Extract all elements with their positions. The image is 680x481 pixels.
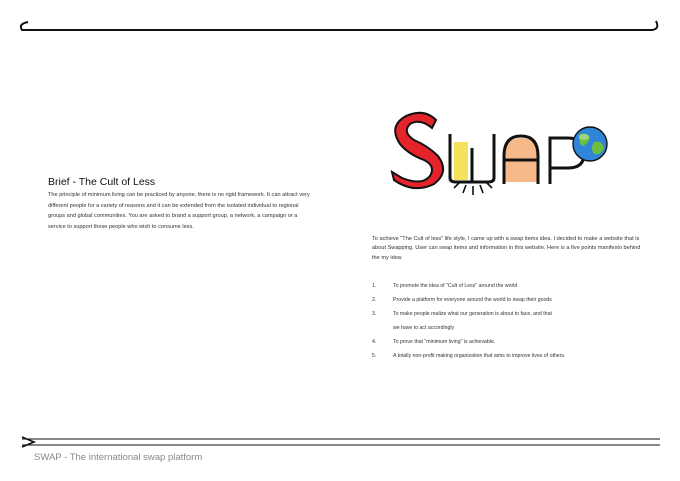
globe-icon [573,127,607,161]
list-number: 1. [372,283,377,289]
logo-letter-w [450,134,494,182]
sun-rays [454,182,492,195]
list-text: To make people realize what our generation is about to face, and that [393,311,552,317]
list-text: To prove that "minimum living" is achievable. [393,339,496,345]
list-text-continuation: we have to act accordingly [393,325,455,331]
list-text: Provide a platform for everyone around the world to swap their goods [393,297,552,303]
brief-title: Brief - The Cult of Less [48,176,156,188]
list-number: 2. [372,297,377,303]
footer-caption: SWAP - The international swap platform [34,452,203,463]
list-text: To promote the idea of "Cult of Less" around the world [393,283,518,289]
brief-body: The principle of minimum living can be practiced by anyone, there is no rigid framework. It can attract very different people for a variety of reasons and it can be extended from the isolated individual to regional groups and global communities. You are asked to brand a support group, a network, a campaign or a service to support those people who wish to consume less. [48,192,310,230]
list-number: 3. [372,311,377,317]
list-text: A totally non-profit making organization that aims to improve lives of others. [393,353,566,359]
logo-letter-a [504,136,538,184]
list-number: 4. [372,339,377,345]
intro-paragraph: To achieve "The Cult of less" life style, I came up with a swap items idea. I decided to make a website that is about Swapping. User can swap items and information in this website. Here is a five points manifesto behind the my idea: [372,236,641,261]
swap-logo [384,104,614,199]
logo-letter-s [392,113,443,188]
list-number: 5. [372,353,377,359]
top-bracket-line [0,0,680,50]
